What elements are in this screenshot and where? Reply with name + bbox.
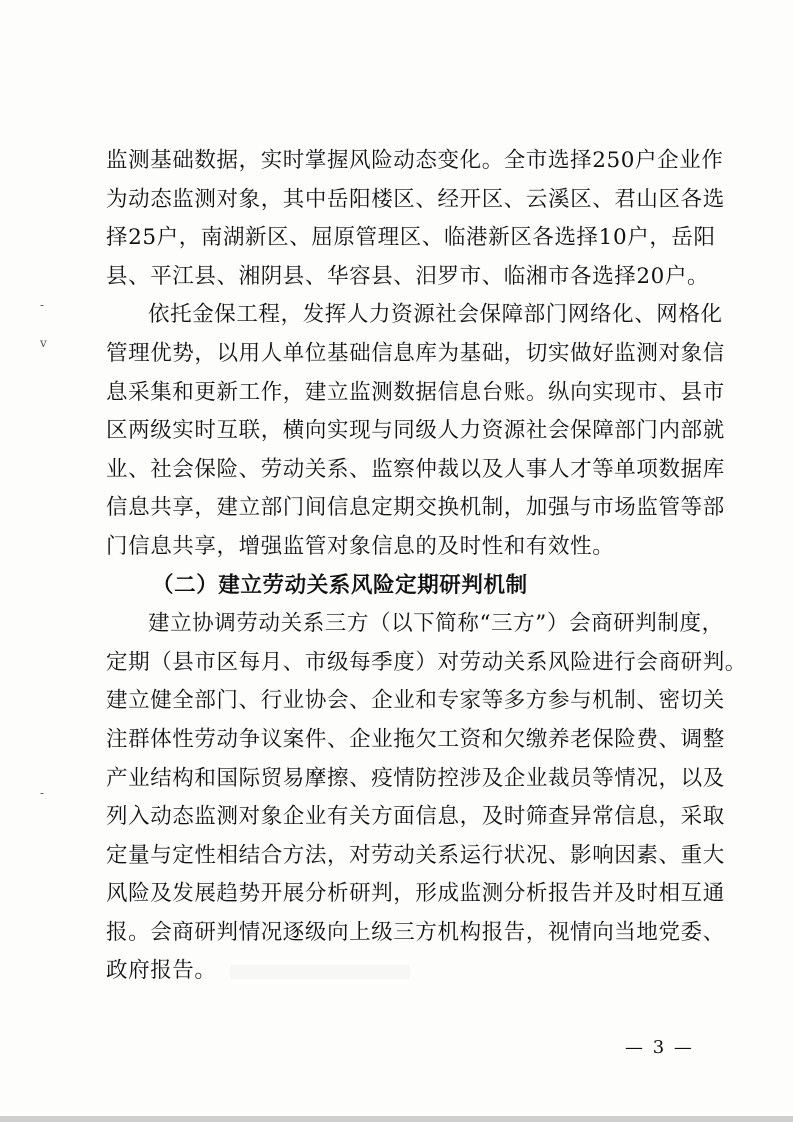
text-line: 产业结构和国际贸易摩擦、疫情防控涉及企业裁员等情况，以及 bbox=[106, 765, 725, 791]
margin-mark: v bbox=[40, 336, 47, 350]
paragraph-first-line: 依托金保工程，发挥人力资源社会保障部门网络化、网格化 bbox=[148, 302, 723, 328]
text-line: 为动态监测对象，其中岳阳楼区、经开区、云溪区、君山区各选 bbox=[106, 186, 725, 212]
text-line: 风险及发展趋势开展分析研判，形成监测分析报告并及时相互通 bbox=[106, 881, 725, 907]
margin-mark: - bbox=[40, 298, 45, 312]
paragraph-first-line: 建立协调劳动关系三方（以下简称“三方”）会商研判制度， bbox=[148, 611, 724, 637]
text-line: 业、社会保险、劳动关系、监察仲裁以及人事人才等单项数据库 bbox=[106, 456, 725, 482]
text-line: 息采集和更新工作，建立监测数据信息台账。纵向实现市、县市 bbox=[106, 379, 725, 405]
text-line: 列入动态监测对象企业有关方面信息，及时筛查异常信息，采取 bbox=[106, 804, 725, 830]
text-line: 报。会商研判情况逐级向上级三方机构报告，视情向当地党委、 bbox=[106, 919, 725, 945]
text-line: 门信息共享，增强监管对象信息的及时性和有效性。 bbox=[106, 533, 615, 559]
text-line: 注群体性劳动争议案件、企业拖欠工资和欠缴养老保险费、调整 bbox=[106, 726, 725, 752]
section-heading: （二）建立劳动关系风险定期研判机制 bbox=[152, 572, 528, 598]
text-line: 建立健全部门、行业协会、企业和专家等多方参与机制、密切关 bbox=[106, 688, 725, 714]
text-line: 区两级实时互联，横向实现与同级人力资源社会保障部门内部就 bbox=[106, 418, 725, 444]
page-number: — 3 — bbox=[625, 1037, 694, 1058]
text-line: 择25户，南湖新区、屈原管理区、临港新区各选择10户，岳阳 bbox=[106, 225, 716, 251]
text-line: 监测基础数据，实时掌握风险动态变化。全市选择250户企业作 bbox=[106, 148, 724, 173]
body-text bbox=[106, 142, 747, 991]
scan-shadow bbox=[230, 965, 410, 979]
text-line: 管理优势，以用人单位基础信息库为基础，切实做好监测对象信 bbox=[106, 340, 725, 366]
text-line: 定期（县市区每月、市级每季度）对劳动关系风险进行会商研判。 bbox=[106, 649, 747, 675]
text-line: 定量与定性相结合方法，对劳动关系运行状况、影响因素、重大 bbox=[106, 842, 725, 868]
text-line: 政府报告。 bbox=[106, 958, 217, 984]
margin-mark: - bbox=[40, 786, 45, 800]
scan-edge bbox=[0, 1116, 793, 1122]
text-line: 信息共享，建立部门间信息定期交换机制，加强与市场监管等部 bbox=[106, 495, 725, 521]
text-line: 县、平江县、湘阴县、华容县、汨罗市、临湘市各选择20户。 bbox=[106, 263, 710, 289]
